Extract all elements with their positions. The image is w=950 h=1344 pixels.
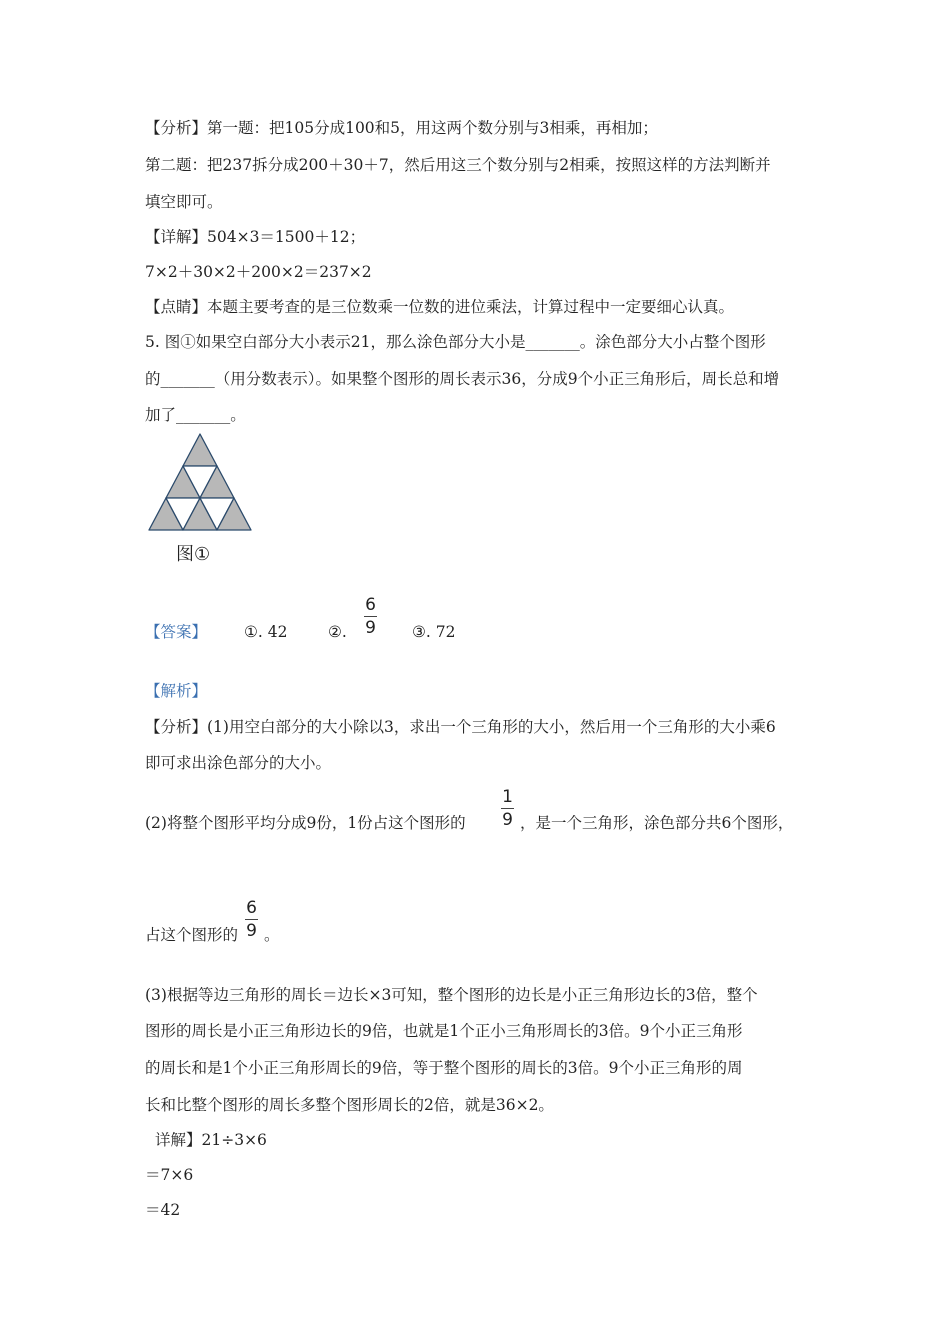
line-detail-2: 7×2＋30×2＋200×2＝237×2 [145,263,372,281]
figure-label: 图① [176,544,211,565]
answer-2-fraction [364,596,377,637]
analysis-p3-line-2: 图形的周长是小正三角形边长的9倍，也就是1个正小三角形周长的3倍。9个小正三角形 [145,1022,743,1040]
detail-line-2: ＝7×6 [145,1166,194,1184]
fraction-one-ninth [501,788,514,829]
answer-3: ③. 72 [412,623,456,641]
fraction-numerator: 6 [365,595,376,615]
analysis-p3-line-3: 的周长和是1个小正三角形周长的9倍，等于整个图形的周长的3倍。9个小正三角形的周 [145,1059,743,1077]
line-detail-1: 【详解】504×3＝1500＋12； [145,228,366,246]
analysis-p2-text-d: 。 [264,926,280,944]
analysis-tag: 【解析】 [145,682,208,700]
fraction-denominator: 9 [365,618,376,638]
analysis-p2-text-b: ，是一个三角形，涂色部分共6个图形， [520,814,794,832]
shaded-triangle [183,434,217,466]
answer-tag: 【答案】 [145,623,208,641]
analysis-p2-text-c: 占这个图形的 [145,926,239,944]
triangle-figure [148,432,254,536]
fraction-bar [364,616,377,617]
fraction-numerator: 6 [246,898,257,918]
line-analysis-2: 第二题：把237拆分成200＋30＋7，然后用这三个数分别与2相乘，按照这样的方法判断并 [145,156,771,174]
detail-line-3: ＝42 [145,1201,181,1219]
analysis-p3-line-4: 长和比整个图形的周长多整个图形周长的2倍，就是36×2。 [145,1096,554,1114]
line-analysis-1: 【分析】第一题：把105分成100和5，用这两个数分别与3相乘，再相加； [145,119,658,137]
fraction-bar [245,919,258,920]
question-5-line-1: 5. 图①如果空白部分大小表示21，那么涂色部分大小是_______。涂色部分大小占整个图形 [145,333,766,351]
fraction-numerator: 1 [502,787,513,807]
analysis-p1-line-2: 即可求出涂色部分的大小。 [145,754,332,772]
question-5-line-2: 的_______（用分数表示）。如果整个图形的周长表示36，分成9个小正三角形后，周长总和增 [145,370,780,388]
analysis-p3-line-1: (3)根据等边三角形的周长＝边长×3可知，整个图形的边长是小正三角形边长的3倍，整个 [145,986,758,1004]
fraction-six-ninths [245,899,258,940]
analysis-p2-text-a: (2)将整个图形平均分成9份，1份占这个图形的 [145,814,466,832]
line-note: 【点睛】本题主要考查的是三位数乘一位数的进位乘法，计算过程中一定要细心认真。 [145,298,735,316]
answer-2-label: ②. [328,623,347,641]
question-5-line-3: 加了_______。 [145,406,246,424]
answer-1: ①. 42 [244,623,288,641]
fraction-denominator: 9 [246,921,257,941]
line-analysis-3: 填空即可。 [145,193,223,211]
analysis-p1-line-1: 【分析】(1)用空白部分的大小除以3，求出一个三角形的大小，然后用一个三角形的大小乘6 [145,718,776,736]
detail-line-1: 详解】21÷3×6 [155,1131,267,1149]
fraction-denominator: 9 [502,810,513,830]
fraction-bar [501,808,514,809]
